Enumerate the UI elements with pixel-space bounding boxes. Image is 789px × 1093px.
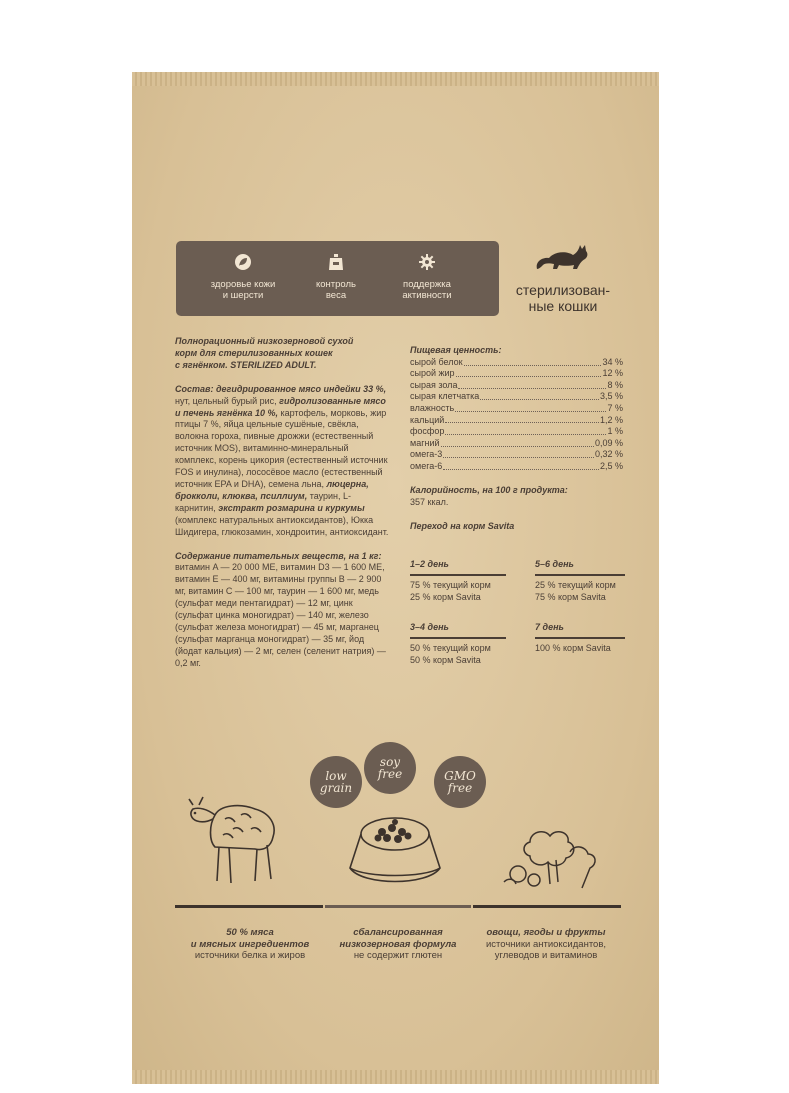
nutrition-label: омега-6 xyxy=(410,460,443,471)
leader-dots xyxy=(445,434,606,435)
transition-title: Переход на корм Savita xyxy=(410,520,515,531)
footer-formula: сбалансированная низкозерновая формула не содержит глютен xyxy=(339,927,457,962)
nutrition-label: фосфор xyxy=(410,426,445,437)
nutrition-value: 8 % xyxy=(607,379,623,390)
transition-stage: 1–2 день 75 % текущий корм 25 % корм Savita xyxy=(410,559,506,604)
nutrition-row xyxy=(410,438,623,450)
leader-dots xyxy=(458,388,606,389)
nutrition-row xyxy=(410,380,623,392)
nutrition-value: 2,5 % xyxy=(599,460,623,471)
nutrients-text: Содержание питательных веществ, на 1 кг: витамин A — 20 000 МЕ, витамин D3 — 1 600 МЕ, витамин E — 400 мг, витамины группы B — 2 900 мг, витамин C — 100 мг, таурин — 1 600 мг, медь (сульфат меди пентагидрат) — 12 мг, цинк (сульфат цинка моногидрат) — 140 мг, железо (сульфат железа моногидрат) — 45 мг, марганец (сульфат марганца моногидрат) — 35 мг, йод (йодат кальция) — 2 мг, селен (селенит натрия) — 0,2 мг. xyxy=(175,550,386,668)
nutrition-value: 7 % xyxy=(607,402,623,413)
footer-divider xyxy=(325,905,471,908)
left-column xyxy=(175,336,390,670)
footer-divider xyxy=(473,905,621,908)
leader-dots xyxy=(480,399,599,400)
benefit-activity: поддержка активности xyxy=(382,253,472,301)
category-label: стерилизован- ные кошки xyxy=(515,282,611,314)
benefit-weight-control: контроль веса xyxy=(291,253,381,301)
leader-dots xyxy=(441,446,594,447)
vegetables-illustration xyxy=(500,822,604,892)
nutrition-value: 12 % xyxy=(602,368,623,379)
transition-stage: 5–6 день 25 % текущий корм 75 % корм Savita xyxy=(535,559,625,604)
nutrition-value: 3,5 % xyxy=(599,391,623,402)
leaf-icon xyxy=(234,253,252,271)
nutrition-row xyxy=(410,461,623,473)
leader-dots xyxy=(443,469,599,470)
calories-value: 357 ккал. xyxy=(410,496,449,507)
leader-dots xyxy=(464,365,602,366)
nutrition-label: сырая зола xyxy=(410,379,458,390)
nutrition-value-title: Пищевая ценность: xyxy=(410,345,502,355)
nutrition-row xyxy=(410,357,623,369)
cat-icon xyxy=(533,241,593,273)
nutrition-row xyxy=(410,403,623,415)
badge-gmo-free: GMO free xyxy=(434,756,486,808)
bag-seal-bottom xyxy=(132,1070,659,1084)
nutrition-row xyxy=(410,415,623,427)
transition-stage: 3–4 день 50 % текущий корм 50 % корм Savita xyxy=(410,622,506,667)
nutrition-row xyxy=(410,426,623,438)
calories-title: Калорийность, на 100 г продукта: xyxy=(410,484,568,495)
leader-dots xyxy=(443,457,594,458)
benefits-panel xyxy=(176,241,499,316)
composition-text: Состав: дегидрированное мясо индейки 33 %, нут, цельный бурый рис, гидролизованные мясо и печень ягнёнка 10 %, картофель, морковь, жир птицы 7 %, яйца цельные сушёные, свёкла, волокна гороха, пивные дрожжи (естественный источник MOS), витаминно-минеральный комплекс, корень цикория (естественный источник FOS и инулина), лососёвое масло (естественный источник EPA и DHA), семена льна, люцерна, брокколи, клюква, псиллиум, таурин, L-карнитин, экстракт розмарина и куркумы (комплекс натуральных антиоксидантов), Юкка Шидигера, глюкозамин, хондроитин, антиоксидант. xyxy=(175,383,389,537)
weight-icon xyxy=(327,253,345,271)
benefit-skin-coat: здоровье кожи и шерсти xyxy=(198,253,288,301)
transition-stage: 7 день 100 % корм Savita xyxy=(535,622,625,655)
badge-low-grain: low grain xyxy=(310,756,362,808)
badge-soy-free: soy free xyxy=(364,742,416,794)
footer-meat: 50 % мяса и мясных ингредиентов источники белка и жиров xyxy=(190,927,310,962)
footer-divider xyxy=(175,905,323,908)
leader-dots xyxy=(445,422,599,423)
nutrition-label: сырой белок xyxy=(410,356,463,367)
nutrition-value: 0,09 % xyxy=(594,437,623,448)
food-bowl-illustration xyxy=(342,812,448,890)
nutrition-row xyxy=(410,369,623,381)
footer-vegetables: овощи, ягоды и фрукты источники антиоксидантов, углеводов и витаминов xyxy=(485,927,607,962)
category-block xyxy=(508,241,618,316)
nutrition-value: 0,32 % xyxy=(594,449,623,460)
nutrition-row xyxy=(410,450,623,462)
nutrition-label: сырой жир xyxy=(410,368,455,379)
leader-dots xyxy=(456,376,602,377)
nutrition-row xyxy=(410,392,623,404)
nutrition-value: 34 % xyxy=(602,356,623,367)
leader-dots xyxy=(455,411,606,412)
gear-icon xyxy=(418,253,436,271)
product-title: Полнорационный низкозерновой сухой корм для стерилизованных кошек с ягнёнком. STERILIZED ADULT. xyxy=(175,336,354,370)
nutrition-value-table xyxy=(410,345,623,533)
lamb-illustration xyxy=(185,785,285,890)
nutrition-label: омега-3 xyxy=(410,449,443,460)
nutrition-value: 1,2 % xyxy=(599,414,623,425)
nutrition-label: магний xyxy=(410,437,440,448)
nutrition-label: сырая клетчатка xyxy=(410,391,480,402)
nutrition-label: влажность xyxy=(410,402,455,413)
nutrition-value: 1 % xyxy=(607,426,623,437)
nutrition-label: кальций xyxy=(410,414,445,425)
